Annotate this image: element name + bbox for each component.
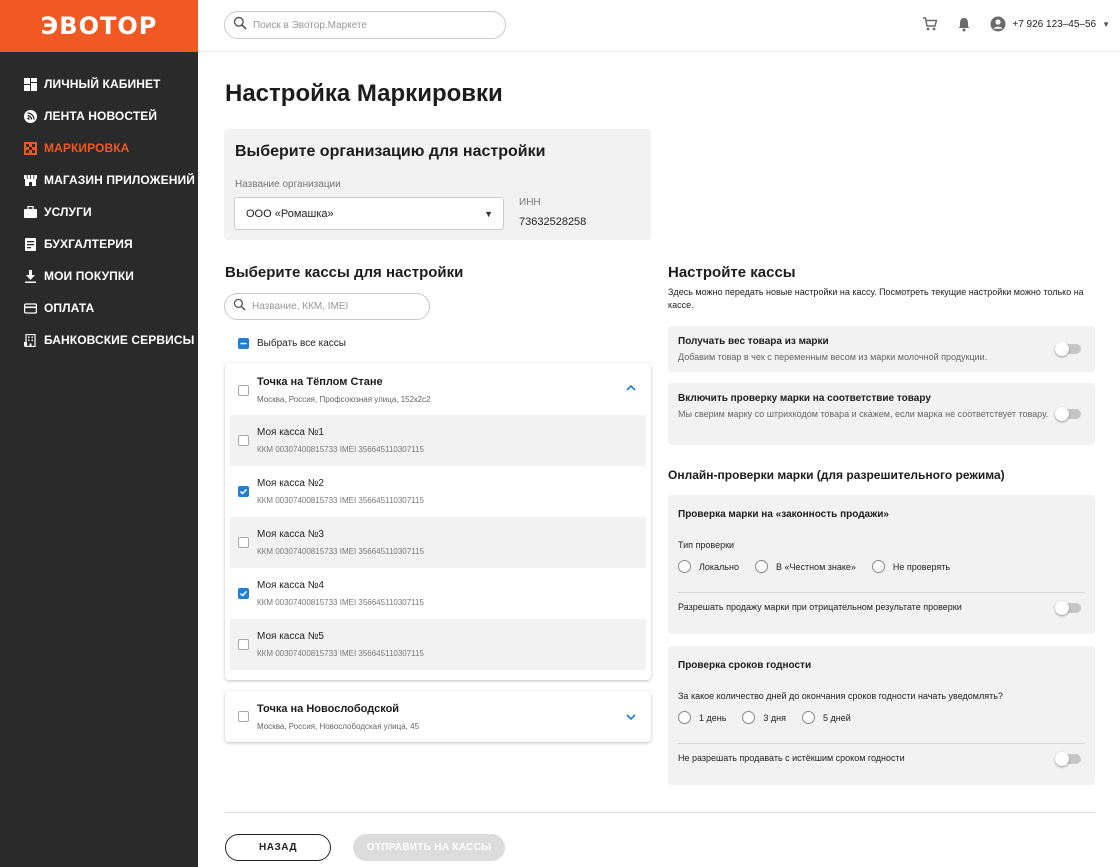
kassa-checkbox[interactable] [238, 639, 249, 650]
kassas-title: Выберите кассы для настройки [225, 264, 464, 281]
store-card [225, 363, 651, 680]
send-to-kassas-button[interactable]: ОТПРАВИТЬ НА КАССЫ [353, 834, 505, 861]
store-address: Москва, Россия, Профсоюзная улица, 152к2с2 [257, 395, 431, 404]
kassa-name: Моя касса №4 [257, 580, 324, 591]
kassa-row[interactable] [230, 415, 646, 466]
kassa-checkbox[interactable] [238, 588, 249, 599]
sidebar-item-purchases[interactable] [0, 260, 198, 292]
store-header[interactable] [225, 363, 651, 415]
settings-title: Настройте кассы [668, 264, 796, 281]
search-icon [233, 16, 247, 35]
kassa-meta: ККМ 00307400815733 IMEI 356645110307115 [257, 598, 424, 607]
radio-label: 3 дня [763, 712, 787, 723]
store-checkbox[interactable] [238, 385, 249, 396]
chevron-down-icon[interactable] [625, 710, 637, 722]
cart-icon[interactable] [922, 16, 938, 32]
topbar [198, 0, 1120, 52]
divider [678, 592, 1085, 593]
kassa-meta: ККМ 00307400815733 IMEI 356645110307115 [257, 649, 424, 658]
user-icon[interactable] [990, 16, 1006, 32]
match-toggle[interactable] [1057, 409, 1081, 419]
weight-setting-title: Получать вес товара из марки [678, 336, 829, 347]
sidebar-item-label: ОПЛАТА [44, 301, 95, 315]
weight-toggle[interactable] [1057, 344, 1081, 354]
sidebar-item-bank[interactable] [0, 324, 198, 356]
user-phone[interactable]: +7 926 123–45–56 [1012, 18, 1097, 30]
dashboard-icon [24, 78, 37, 91]
store-icon [24, 174, 37, 187]
sidebar-item-payment[interactable] [0, 292, 198, 324]
forbid-expired-toggle[interactable] [1057, 754, 1081, 764]
store-checkbox[interactable] [238, 711, 249, 722]
kassa-row[interactable] [230, 466, 646, 517]
chevron-up-icon[interactable] [625, 381, 637, 393]
select-all-label: Выбрать все кассы [257, 338, 346, 349]
download-icon [24, 270, 37, 283]
market-search-input[interactable] [224, 11, 506, 39]
expiry-days-radio-group [678, 711, 867, 724]
org-card [224, 129, 651, 240]
sidebar-item-app-store[interactable] [0, 164, 198, 196]
radio-label: 1 день [699, 712, 727, 723]
sidebar-item-cabinet[interactable] [0, 68, 198, 100]
match-setting-title: Включить проверку марки на соответствие товару [678, 393, 931, 404]
chevron-down-icon[interactable]: ▼ [1102, 19, 1110, 29]
card-icon [24, 302, 37, 315]
legality-card [668, 495, 1095, 634]
forbid-expired-label: Не разрешать продавать с истёкшим сроком годности [678, 753, 905, 763]
sidebar-item-label: МОИ ПОКУПКИ [44, 269, 135, 283]
weight-setting-desc: Добавим товар в чек с переменным весом из марки молочной продукции. [678, 352, 988, 362]
kassa-checkbox[interactable] [238, 537, 249, 548]
divider [678, 743, 1085, 744]
sidebar-nav [0, 52, 198, 356]
marking-icon [24, 142, 37, 155]
bank-icon [24, 334, 37, 347]
allow-sale-label: Разрешать продажу марки при отрицательном результате проверки [678, 602, 962, 612]
indeterminate-checkbox-icon [238, 338, 249, 349]
check-type-label: Тип проверки [678, 540, 735, 550]
radio-no-check[interactable] [872, 560, 885, 573]
settings-description: Здесь можно передать новые настройки на кассу. Посмотреть текущие настройки можно только на кассе. [668, 287, 1084, 310]
kassa-name: Моя касса №3 [257, 529, 324, 540]
org-select[interactable] [234, 197, 504, 230]
check-icon [239, 589, 248, 598]
sidebar-item-label: МАГАЗИН ПРИЛОЖЕНИЙ [44, 173, 195, 187]
kassa-name: Моя касса №2 [257, 478, 324, 489]
inn-label: ИНН [519, 197, 541, 208]
kassa-row[interactable] [230, 568, 646, 619]
legality-title: Проверка марки на «законность продажи» [678, 509, 889, 520]
check-type-radio-group [678, 560, 966, 573]
radio-label: Локально [699, 561, 739, 572]
radio-local[interactable] [678, 560, 691, 573]
org-select-value: ООО «Ромашка» [246, 208, 334, 220]
store-header[interactable] [225, 691, 651, 743]
radio-5-days[interactable] [802, 711, 815, 724]
online-checks-title: Онлайн-проверки марки (для разрешительного режима) [668, 468, 1005, 482]
footer-divider [225, 812, 1095, 813]
sidebar-item-label: МАРКИРОВКА [44, 141, 130, 155]
page-title: Настройка Маркировки [225, 80, 503, 107]
sidebar-item-label: УСЛУГИ [44, 205, 92, 219]
search-placeholder: Поиск в Эвотор.Маркете [253, 19, 367, 31]
inn-value: 73632528258 [519, 216, 587, 228]
search-icon [233, 298, 246, 316]
toggle-knob [1055, 342, 1069, 356]
sidebar-item-accounting[interactable] [0, 228, 198, 260]
sidebar-item-news[interactable] [0, 100, 198, 132]
store-address: Москва, Россия, Новослободская улица, 45 [257, 722, 420, 731]
sidebar-item-marking[interactable] [0, 132, 198, 164]
org-label: Название организации [235, 179, 341, 190]
store-name: Точка на Новослободской [257, 703, 400, 715]
kassa-name: Моя касса №1 [257, 427, 324, 438]
expiry-title: Проверка сроков годности [678, 660, 812, 671]
kassa-meta: ККМ 00307400815733 IMEI 356645110307115 [257, 547, 424, 556]
radio-3-days[interactable] [742, 711, 755, 724]
match-setting-card [668, 383, 1095, 445]
sidebar [0, 0, 198, 867]
store-name: Точка на Тёплом Стане [257, 376, 383, 388]
kassa-checkbox[interactable] [238, 435, 249, 446]
radio-label: 5 дней [823, 712, 851, 723]
sidebar-item-label: БАНКОВСКИЕ СЕРВИСЫ [44, 333, 195, 347]
weight-setting-card [668, 326, 1095, 372]
kassa-meta: ККМ 00307400815733 IMEI 356645110307115 [257, 445, 424, 454]
document-icon [24, 238, 37, 251]
match-setting-desc: Мы сверим марку со штрихкодом товара и скажем, если марка не соответствует товару. [678, 409, 1049, 419]
kassa-checkbox[interactable] [238, 486, 249, 497]
kassa-name: Моя касса №5 [257, 631, 324, 642]
kassa-search-placeholder: Название, ККМ, IMEI [252, 301, 349, 312]
org-title: Выберите организацию для настройки [235, 143, 546, 160]
check-icon [239, 487, 248, 496]
sidebar-item-label: ЛИЧНЫЙ КАБИНЕТ [44, 77, 161, 91]
kassa-meta: ККМ 00307400815733 IMEI 356645110307115 [257, 496, 424, 505]
sidebar-item-label: БУХГАЛТЕРИЯ [44, 237, 133, 251]
dropdown-caret-icon: ▼ [484, 209, 493, 219]
store-card [225, 691, 651, 742]
toggle-knob [1055, 407, 1069, 421]
radio-honest-sign[interactable] [755, 560, 768, 573]
toggle-knob [1055, 601, 1069, 615]
sidebar-item-label: ЛЕНТА НОВОСТЕЙ [44, 109, 158, 123]
toggle-knob [1055, 752, 1069, 766]
allow-sale-toggle[interactable] [1057, 603, 1081, 613]
back-button[interactable]: НАЗАД [225, 834, 331, 861]
radio-1-day[interactable] [678, 711, 691, 724]
expiry-question: За какое количество дней до окончания сроков годности начать уведомлять? [678, 691, 1003, 701]
radio-label: В «Честном знаке» [775, 561, 856, 572]
radio-label: Не проверять [892, 561, 951, 572]
kassa-row[interactable] [230, 619, 646, 670]
topbar-actions [904, 16, 1110, 32]
select-all-checkbox[interactable] [238, 338, 346, 349]
kassa-row[interactable] [230, 517, 646, 568]
expiry-card [668, 646, 1095, 785]
main-content [198, 52, 1120, 867]
sidebar-item-services[interactable] [0, 196, 198, 228]
logo[interactable]: ЭВОТОР [0, 0, 198, 52]
briefcase-icon [24, 206, 37, 219]
news-icon [24, 110, 37, 123]
kassa-search-input[interactable] [224, 293, 430, 320]
bell-icon[interactable] [956, 16, 972, 32]
